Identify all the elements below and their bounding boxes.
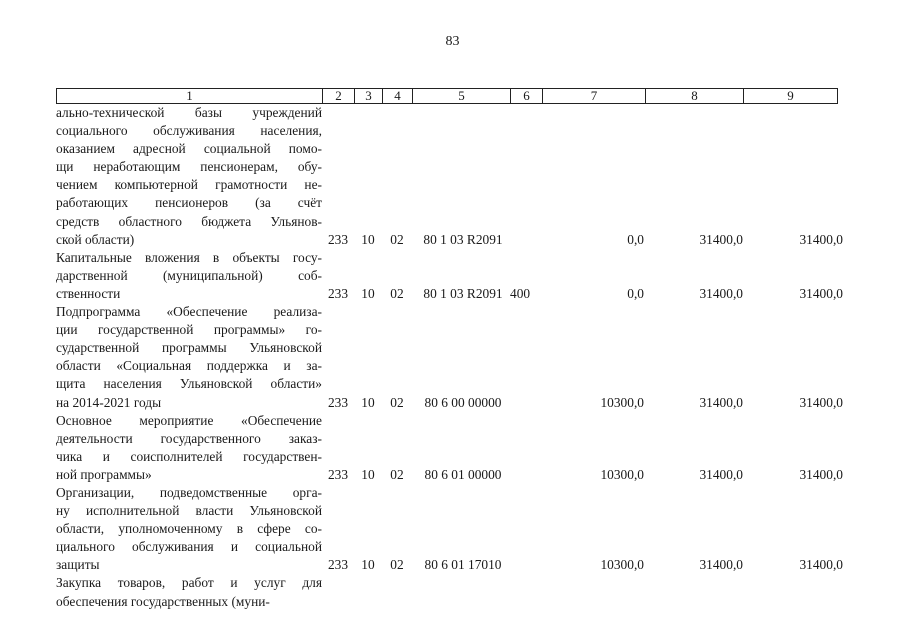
description-line: на 2014-2021 годы <box>56 394 162 410</box>
row-values <box>322 231 843 249</box>
target-article-code: 80 1 03 R2091 <box>423 231 503 247</box>
header-col-8: 8 <box>646 89 744 103</box>
subsection-code: 02 <box>390 557 404 573</box>
description-line: циального обслуживания и социальной <box>56 539 322 555</box>
amount-col-7: 10300,0 <box>600 557 644 573</box>
expense-type-code <box>510 556 542 574</box>
admin-code: 233 <box>327 394 349 410</box>
description-line: чика и соисполнителей государствен- <box>56 448 322 464</box>
header-col-1: 1 <box>57 89 323 103</box>
amount-col-9: 31400,0 <box>799 557 843 573</box>
row-description <box>56 249 322 303</box>
description-line: деятельности государственного заказ- <box>56 430 322 446</box>
target-article-code: 80 6 01 17010 <box>424 557 502 573</box>
header-col-4: 4 <box>383 89 413 103</box>
subsection-code: 02 <box>390 231 404 247</box>
row-values <box>322 556 843 574</box>
description-line: ной программы» <box>56 466 152 482</box>
description-line: средств областного бюджета Ульянов- <box>56 213 322 229</box>
admin-code: 233 <box>327 231 349 247</box>
subsection-code: 02 <box>390 285 404 301</box>
amount-col-8: 31400,0 <box>699 231 743 247</box>
description-line: обеспечения государственных (муни- <box>56 593 270 609</box>
amount-col-9: 31400,0 <box>799 466 843 482</box>
description-line: Капитальные вложения в объекты госу- <box>56 249 322 265</box>
description-line: дарственной (муниципальной) соб- <box>56 267 322 283</box>
header-col-9: 9 <box>787 88 794 103</box>
admin-code: 233 <box>327 466 349 482</box>
description-line: области, уполномоченному в сфере со- <box>56 521 322 537</box>
description-line: работающих пенсионеров (за счёт <box>56 195 322 211</box>
table-row <box>56 104 846 249</box>
amount-col-8: 31400,0 <box>699 466 743 482</box>
amount-col-9: 31400,0 <box>799 231 843 247</box>
amount-col-7: 0,0 <box>627 285 644 301</box>
section-code: 10 <box>361 557 375 573</box>
expense-type-code <box>510 231 542 249</box>
target-article-code: 80 6 01 00000 <box>424 466 502 482</box>
amount-col-8: 31400,0 <box>699 394 743 410</box>
description-line: ской области) <box>56 231 135 247</box>
expense-type-code <box>510 466 542 484</box>
description-line: сударственной программы Ульяновской <box>56 340 322 356</box>
description-line: ну исполнительной власти Ульяновской <box>56 503 322 519</box>
header-col-2: 2 <box>323 89 355 103</box>
subsection-code: 02 <box>390 466 404 482</box>
amount-col-7: 0,0 <box>627 231 644 247</box>
table-row <box>56 249 846 303</box>
description-line: Организации, подведомственные орга- <box>56 484 322 500</box>
description-line: Подпрограмма «Обеспечение реализа- <box>56 304 322 320</box>
target-article-code: 80 1 03 R2091 <box>423 285 503 301</box>
table-row <box>56 303 846 412</box>
row-values <box>322 285 843 303</box>
description-line: ции государственной программы» го- <box>56 322 322 338</box>
description-line: ственности <box>56 285 121 301</box>
row-values <box>322 394 843 412</box>
expense-type-code <box>510 394 542 412</box>
description-line: Основное мероприятие «Обеспечение <box>56 412 322 428</box>
header-col-5: 5 <box>413 89 511 103</box>
description-line: оказанием адресной социальной помо- <box>56 141 322 157</box>
table-row <box>56 574 846 610</box>
description-line: чением компьютерной грамотности не- <box>56 177 322 193</box>
section-code: 10 <box>361 231 375 247</box>
target-article-code: 80 6 00 00000 <box>424 394 502 410</box>
expense-type-code: 400 <box>510 285 531 301</box>
table-header <box>56 88 838 104</box>
admin-code: 233 <box>327 557 349 573</box>
description-line: области «Социальная поддержка и за- <box>56 358 322 374</box>
description-line: ально-технической базы учреждений <box>56 105 322 120</box>
amount-col-9: 31400,0 <box>799 285 843 301</box>
amount-col-8: 31400,0 <box>699 557 743 573</box>
section-code: 10 <box>361 394 375 410</box>
row-description <box>56 303 322 412</box>
table-row <box>56 412 846 484</box>
section-code: 10 <box>361 466 375 482</box>
description-line: защиты <box>56 557 100 573</box>
subsection-code: 02 <box>390 394 404 410</box>
row-description <box>56 574 322 610</box>
page-number: 83 <box>445 34 460 49</box>
admin-code: 233 <box>327 285 349 301</box>
description-line: Закупка товаров, работ и услуг для <box>56 575 322 591</box>
description-line: социального обслуживания населения, <box>56 123 322 139</box>
amount-col-8: 31400,0 <box>699 285 743 301</box>
amount-col-7: 10300,0 <box>600 466 644 482</box>
row-description <box>56 412 322 484</box>
amount-col-7: 10300,0 <box>600 394 644 410</box>
description-line: щи неработающим пенсионерам, обу- <box>56 159 322 175</box>
amount-col-9: 31400,0 <box>799 394 843 410</box>
header-col-7: 7 <box>543 89 646 103</box>
row-values <box>322 466 843 484</box>
header-col-6: 6 <box>511 89 543 103</box>
header-col-3: 3 <box>355 89 383 103</box>
section-code: 10 <box>361 285 375 301</box>
row-description <box>56 484 322 574</box>
table-row <box>56 484 846 574</box>
description-line: щита населения Ульяновской области» <box>56 376 322 392</box>
row-description <box>56 104 322 249</box>
table-body <box>56 104 846 640</box>
